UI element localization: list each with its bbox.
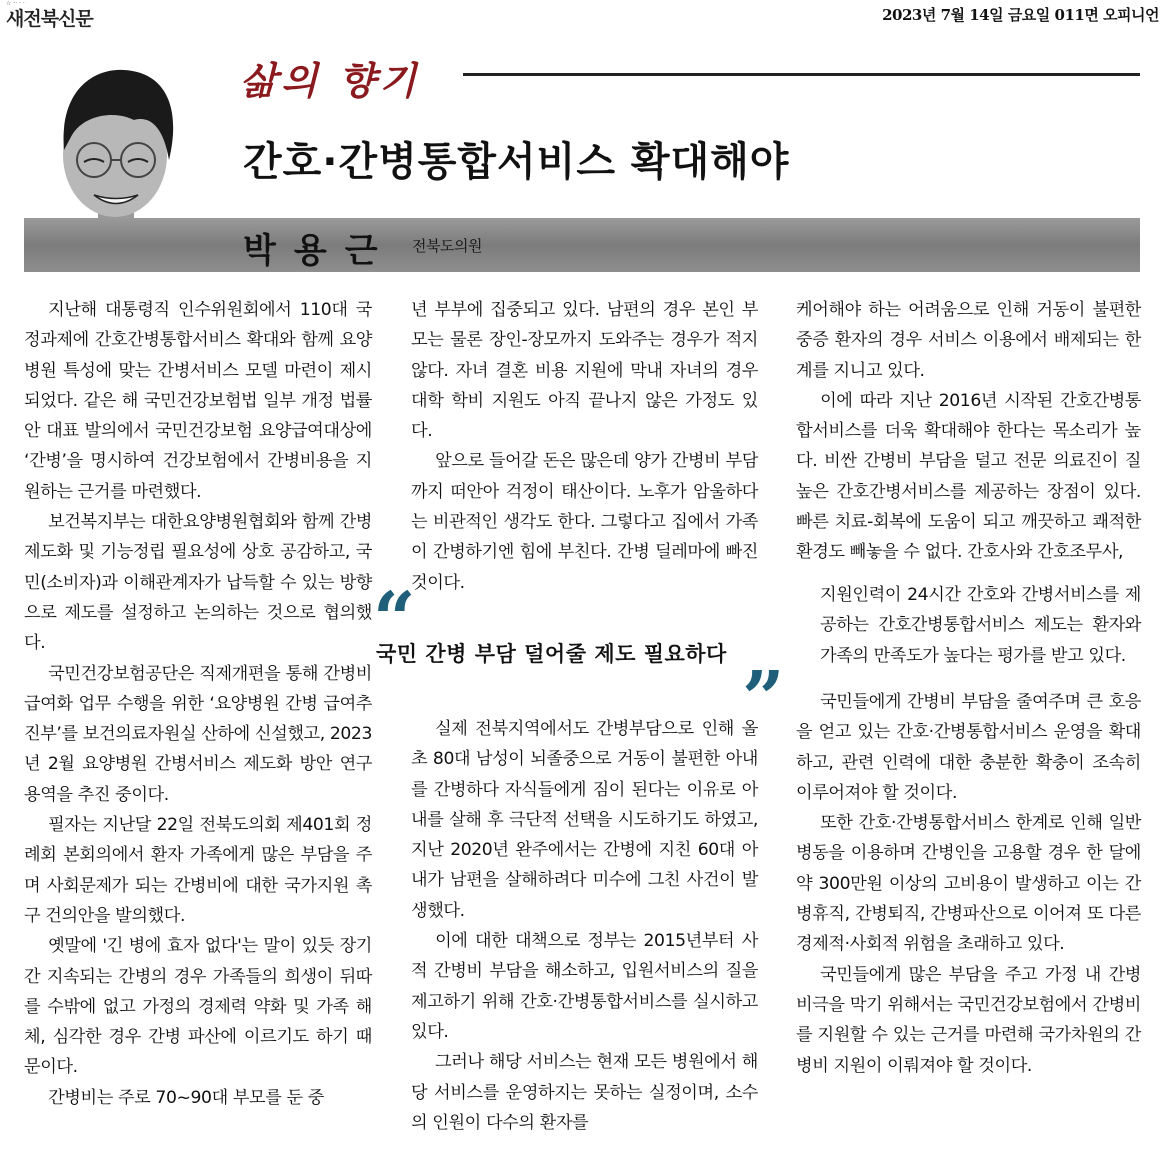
- paragraph: 실제 전북지역에서도 간병부담으로 인해 올 초 80대 남성이 뇌졸중으로 거동이 불편한 아내를 간병하다 자식들에게 짐이 된다는 이유로 아내를 살해 후 극단적 선택을 시도하기도 하였고, 지난 2020년 완주에서는 간병에 지친 60대 아내가 남편을 살해하려다 미수에 그친 사건이 발생했다.: [411, 719, 758, 921]
- paragraph: 국민건강보험공단은 직제개편을 통해 간병비 급여화 업무 수행을 위한 ‘요양병원 간병 급여추진부’를 보건의료자원실 산하에 신설했고, 2023년 2월 요양병원 간병서비스 제도화 방안 연구 용역을 추진 중이다.: [24, 663, 372, 805]
- article-column-3-inset: [820, 580, 1141, 671]
- paragraph: 지난해 대통령직 인수위원회에서 110대 국정과제에 간호간병통합서비스 확대와 함께 요양병원 특성에 맞는 간병서비스 모델 마련이 제시되었다. 같은 해 국민건강보험법 일부 개정 법률안 대표 발의에서 국민건강보험 요양급여대상에 ‘간병’을 명시하여 건강보험에서 간병비용을 지원하는 근거를 마련했다.: [24, 300, 372, 502]
- series-rule-divider: [463, 73, 1140, 76]
- paragraph: 필자는 지난달 22일 전북도의회 제401회 정례회 본회의에서 환자 가족에게 많은 부담을 주며 사회문제가 되는 간병비에 대한 국가지원 촉구 건의안을 발의했다.: [24, 815, 372, 926]
- newspaper-masthead: [6, 0, 93, 31]
- article-column-1: [24, 295, 372, 1113]
- paragraph: 지원인력이 24시간 간호와 간병서비스를 제공하는 간호간병통합서비스 제도는 환자와 가족의 만족도가 높다는 평가를 받고 있다.: [820, 585, 1141, 666]
- masthead-logo-mark: ☆ ·· · ·: [6, 0, 25, 7]
- author-title: 전북도의원: [412, 237, 482, 255]
- paragraph: 앞으로 들어갈 돈은 많은데 양가 간병비 부담까지 떠안아 걱정이 태산이다. 노후가 암울하다는 비관적인 생각도 한다. 그렇다고 집에서 가족이 간병하기엔 힘에 부친다. 간병 딜레마에 빠진 것이다.: [411, 451, 758, 593]
- article-column-3-bottom: [796, 687, 1141, 1081]
- pull-quote: 국민 간병 부담 덜어줄 제도 필요하다: [376, 642, 727, 666]
- paragraph: 또한 간호·간병통합서비스 한계로 인해 일반병동을 이용하며 간병인을 고용할 경우 한 달에 약 300만원 이상의 고비용이 발생하고 이는 간병휴직, 간병퇴직, 간병파산으로 이어져 또 다른 경제적·사회적 위험을 초래하고 있다.: [796, 813, 1141, 955]
- author-name: 박용근: [243, 231, 396, 271]
- paragraph: 그러나 해당 서비스는 현재 모든 병원에서 해당 서비스를 운영하지는 못하는 실정이며, 소수의 인원이 다수의 환자를: [411, 1052, 758, 1133]
- series-title: 삶의 향기: [240, 58, 421, 103]
- article-headline: 간호·간병통합서비스 확대해야: [243, 139, 790, 185]
- paragraph: 국민들에게 간병비 부담을 줄여주며 큰 호응을 얻고 있는 간호·간병통합서비스 운영을 확대하고, 관련 인력에 대한 충분한 확충이 조속히 이루어져야 할 것이다.: [796, 692, 1141, 803]
- paragraph: 옛말에 '긴 병에 효자 없다'는 말이 있듯 장기간 지속되는 간병의 경우 가족들의 희생이 뒤따를 수밖에 없고 가정의 경제력 약화 및 가족 해체, 심각한 경우 간병 파산에 이르기도 하기 때문이다.: [24, 936, 372, 1078]
- article-column-2-top: [411, 295, 758, 598]
- close-quote-icon: ”: [742, 656, 785, 742]
- article-column-2-bottom: [411, 714, 758, 1138]
- paragraph: 간병비는 주로 70~90대 부모를 둔 중: [48, 1087, 324, 1108]
- paragraph: 보건복지부는 대한요양병원협회와 함께 간병제도화 및 기능정립 필요성에 상호 공감하고, 국민(소비자)과 이해관계자가 납득할 수 있는 방향으로 제도를 설정하고 논의하는 것으로 협의했다.: [24, 512, 372, 654]
- paragraph: 국민들에게 많은 부담을 주고 가정 내 간병비극을 막기 위해서는 국민건강보험에서 간병비를 지원할 수 있는 근거를 마련해 국가차원의 간병비 지원이 이뤄져야 할 것이다.: [796, 964, 1141, 1076]
- article-column-3-top: [796, 295, 1141, 568]
- paragraph: 이에 따라 지난 2016년 시작된 간호간병통합서비스를 더욱 확대해야 한다는 목소리가 높다. 비싼 간병비 부담을 덜고 전문 의료진이 질 높은 간호간병서비스를 제공하는 장점이 있다. 빠른 치료-회복에 도움이 되고 깨끗하고 쾌적한 환경도 빼놓을 수 없다. 간호사와 간호조무사,: [796, 390, 1141, 563]
- paragraph: 이에 대한 대책으로 정부는 2015년부터 사적 간병비 부담을 해소하고, 입원서비스의 질을 제고하기 위해 간호·간병통합서비스를 실시하고 있다.: [411, 931, 758, 1042]
- paragraph: 케어해야 하는 어려움으로 인해 거동이 불편한 중증 환자의 경우 서비스 이용에서 배제되는 한계를 지니고 있다.: [796, 300, 1141, 381]
- paragraph: 년 부부에 집중되고 있다. 남편의 경우 본인 부모는 물론 장인-장모까지 도와주는 경우가 적지 않다. 자녀 결혼 비용 지원에 막내 자녀의 경우 대학 학비 지원도 아직 끝나지 않은 가정도 있다.: [411, 300, 758, 442]
- masthead-title: 새전북신문: [6, 8, 93, 30]
- open-quote-icon: “: [373, 577, 416, 663]
- dateline: 2023년 7월 14일 금요일 011면 오피니언: [882, 6, 1159, 24]
- byline-bar: [24, 218, 1140, 272]
